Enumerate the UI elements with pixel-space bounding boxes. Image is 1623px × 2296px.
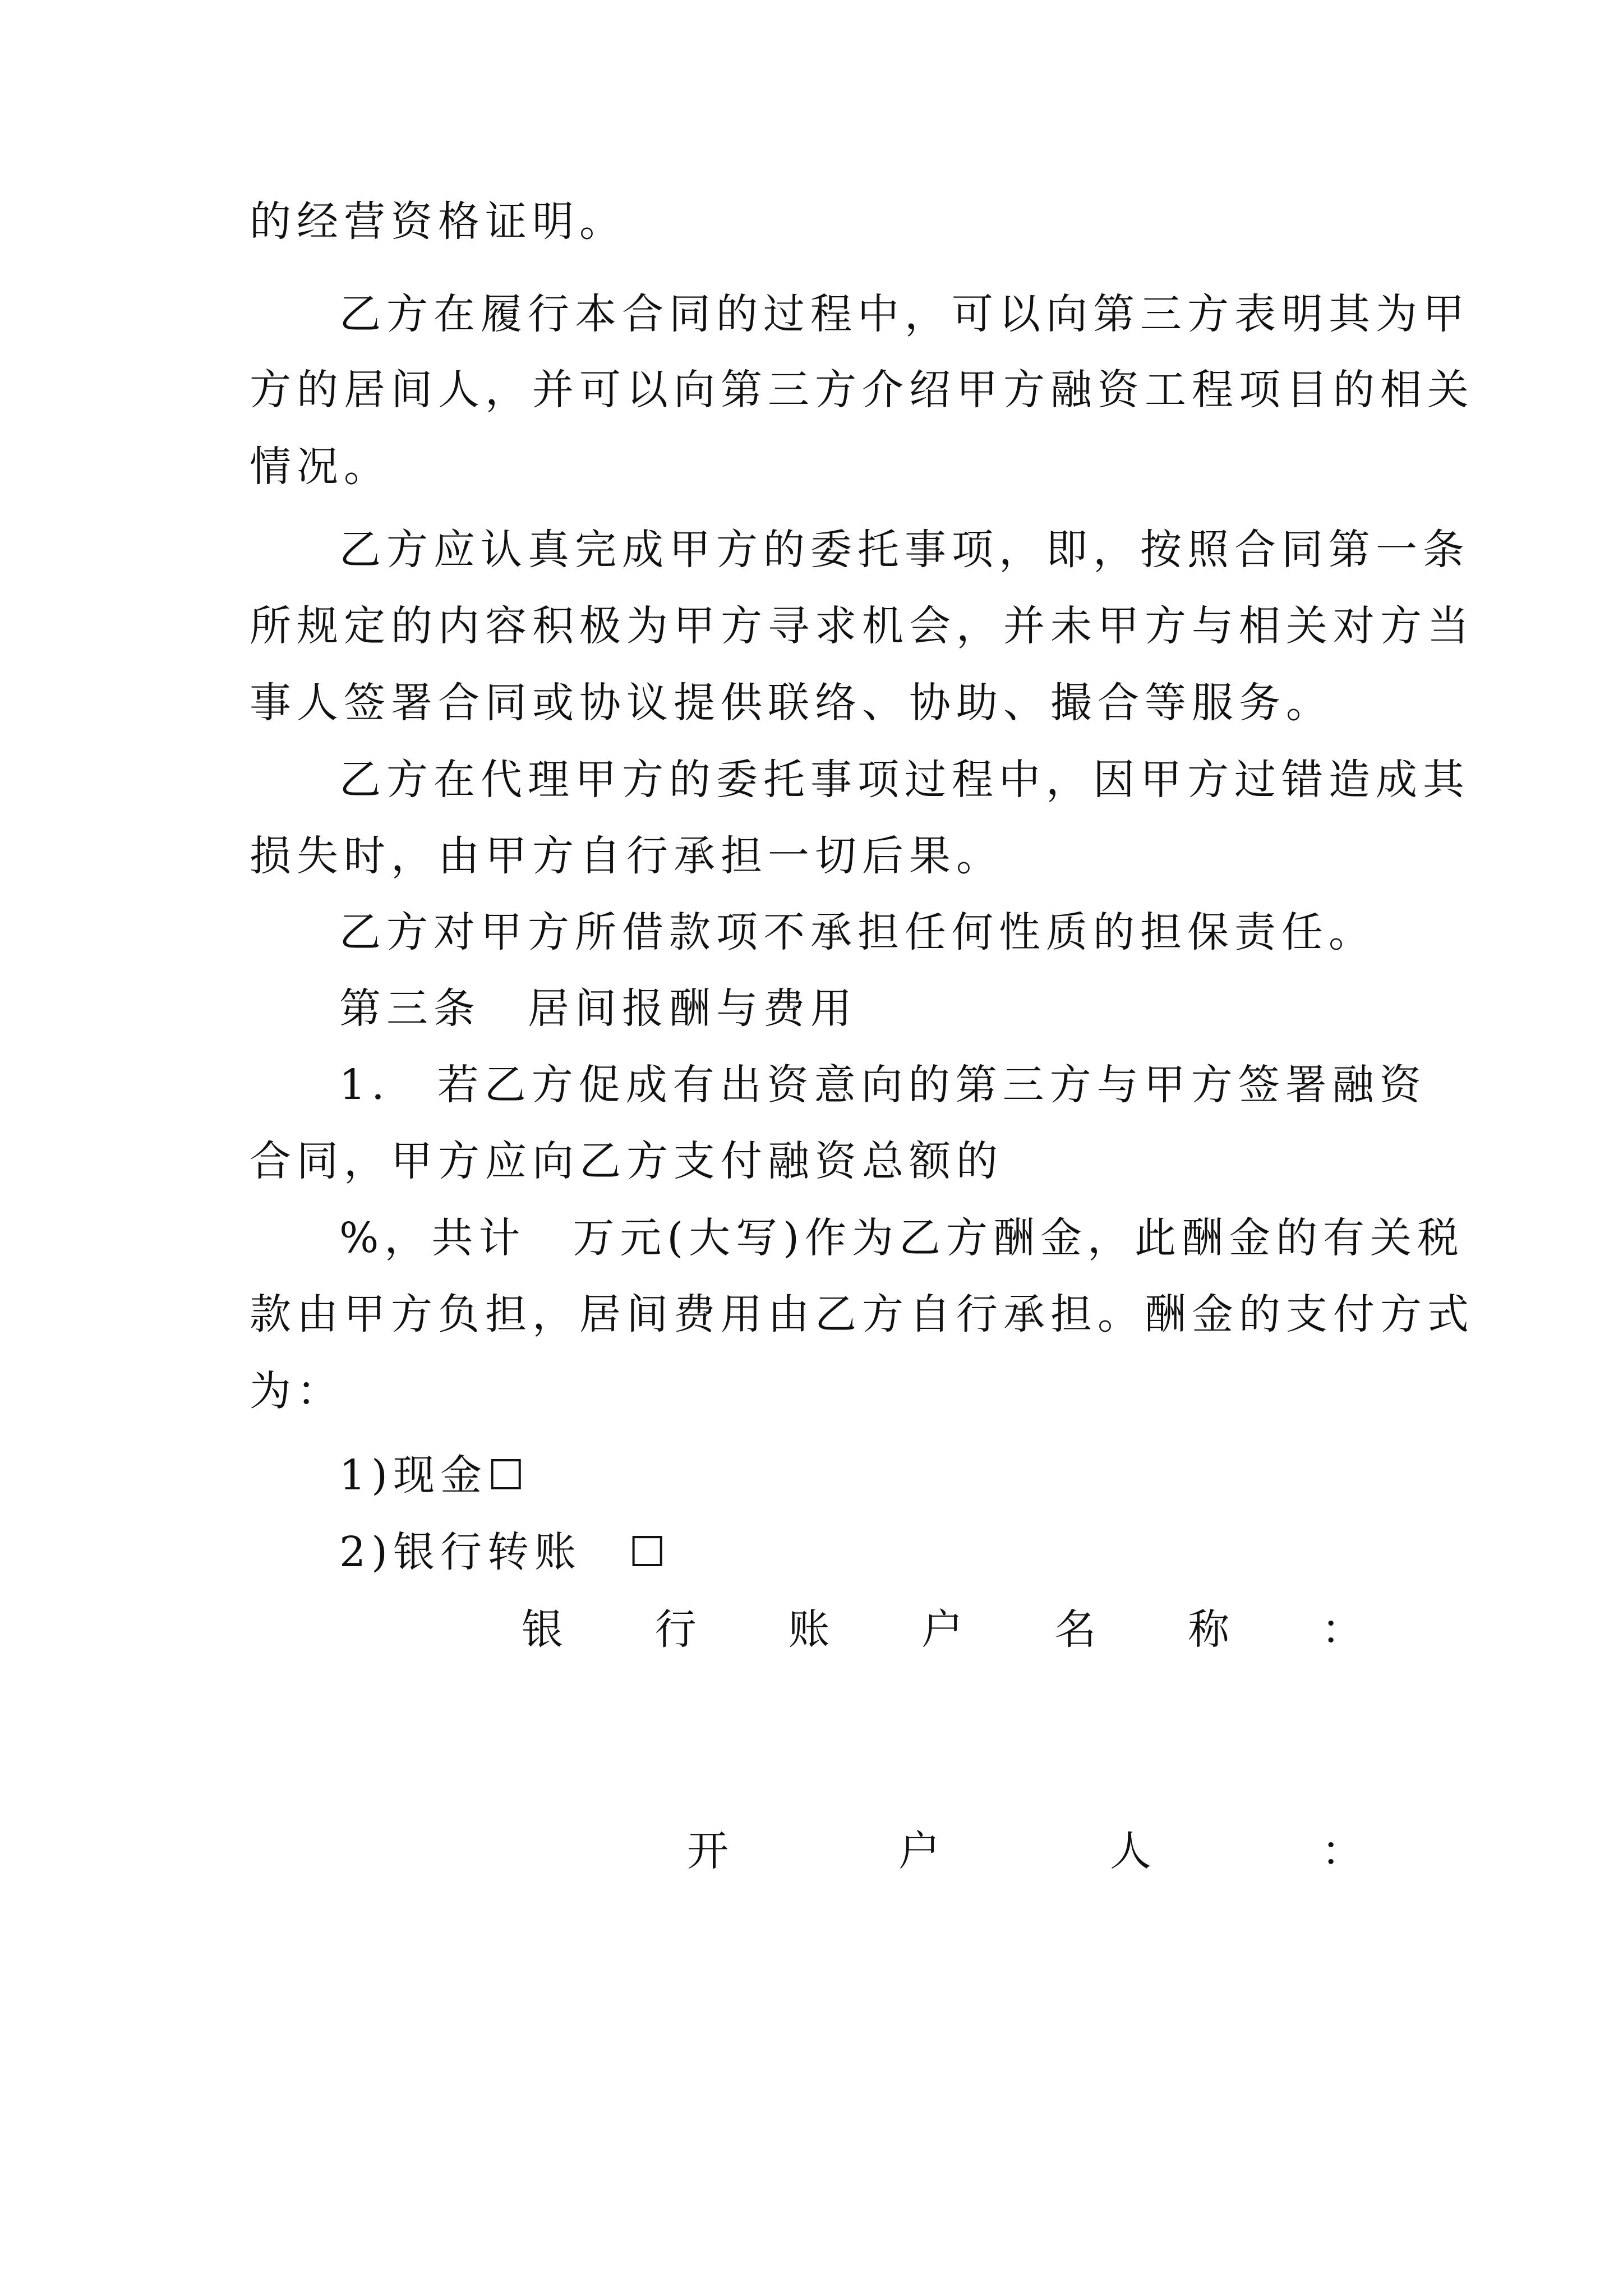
text-line: 事人签署合同或协议提供联络、协助、撮合等服务。: [250, 679, 1333, 727]
text-line: 乙方在履行本合同的过程中，可以向第三方表明其为甲: [339, 290, 1470, 338]
label-char: 户: [921, 1605, 963, 1654]
label-char: 开: [687, 1827, 728, 1875]
text-line: 损失时，由甲方自行承担一切后果。: [250, 832, 1003, 880]
text-line: 为：: [250, 1367, 344, 1415]
label-char: 银: [522, 1605, 563, 1654]
label-char: 账: [788, 1605, 830, 1654]
text-line: 的经营资格证明。: [250, 197, 626, 246]
text-line: 乙方在代理甲方的委托事项过程中，因甲方过错造成其: [339, 756, 1470, 804]
text-line: 合同，甲方应向乙方支付融资总额的: [250, 1137, 1003, 1185]
label-char: 名: [1054, 1605, 1096, 1654]
label-char: 户: [898, 1827, 940, 1875]
payment-option-cash: 1)现金☐: [339, 1451, 531, 1499]
label-char: ：: [1321, 1605, 1363, 1654]
text-line: 所规定的内容积极为甲方寻求机会，并未甲方与相关对方当: [250, 602, 1474, 650]
account-holder-label: [687, 1823, 1363, 1879]
label-char: 行: [654, 1605, 697, 1654]
label-char: 称: [1188, 1605, 1230, 1654]
payment-option-bank-transfer: 2)银行转账 ☐: [339, 1528, 672, 1576]
bank-account-name-label: [522, 1602, 1363, 1658]
text-line: 款由甲方负担，居间费用由乙方自行承担。酬金的支付方式: [250, 1290, 1474, 1338]
text-line: 1. 若乙方促成有出资意向的第三方与甲方签署融资: [339, 1061, 1427, 1109]
text-line: 方的居间人，并可以向第三方介绍甲方融资工程项目的相关: [250, 366, 1474, 414]
text-line: 乙方应认真完成甲方的委托事项，即，按照合同第一条: [339, 526, 1470, 574]
label-char: 人: [1110, 1827, 1151, 1875]
label-char: ：: [1321, 1827, 1363, 1875]
text-line: 情况。: [250, 443, 391, 491]
section-heading: 第三条 居间报酬与费用: [339, 984, 857, 1033]
text-line: %，共计 万元(大写)作为乙方酬金，此酬金的有关税: [339, 1214, 1465, 1262]
text-line: 乙方对甲方所借款项不承担任何性质的担保责任。: [339, 908, 1376, 956]
